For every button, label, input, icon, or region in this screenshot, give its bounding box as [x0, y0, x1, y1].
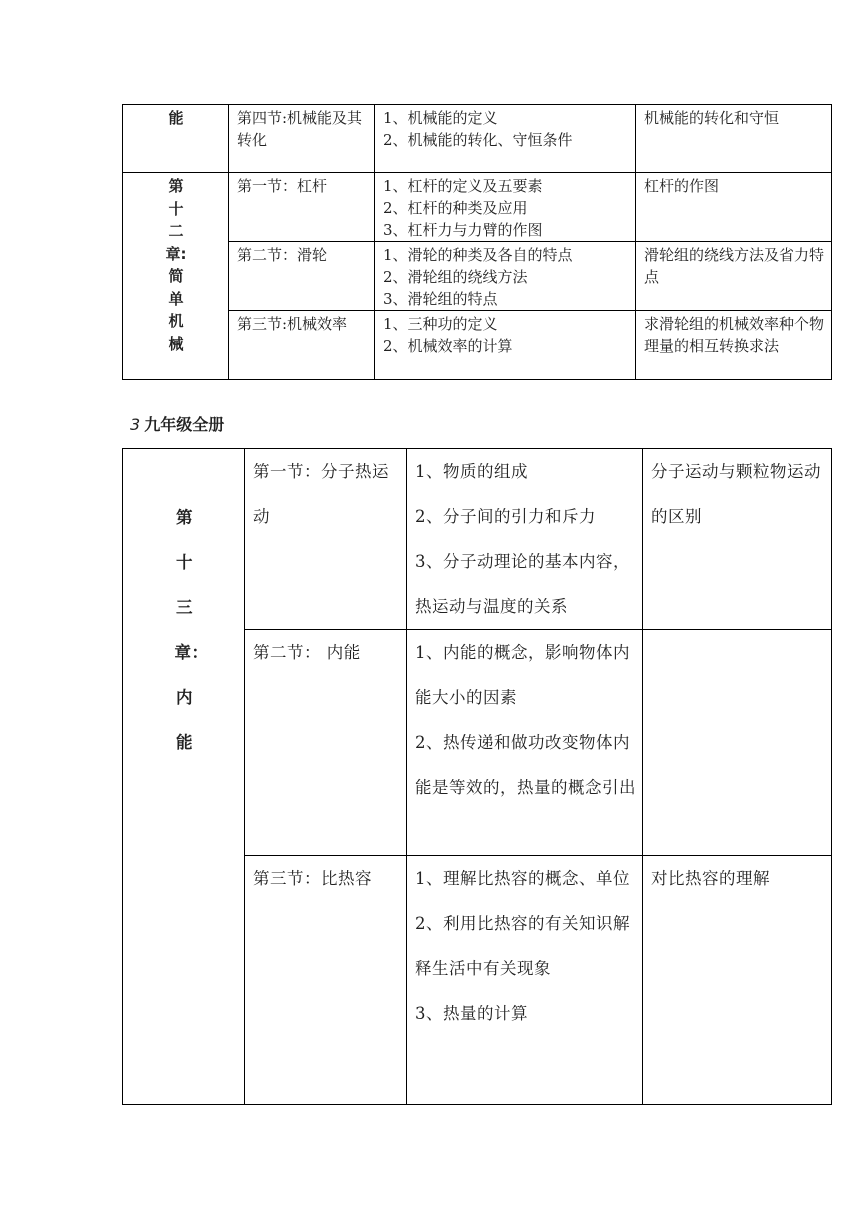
content-cell [375, 242, 636, 311]
key-point-cell [636, 173, 832, 242]
key-point: 滑轮组的绕线方法及省力特点 [644, 246, 825, 286]
chapter-name: 能 [168, 109, 184, 127]
table-row [123, 311, 832, 380]
content-item: 2、分子间的引力和斥力 [415, 507, 596, 526]
section-title: 第二节：滑轮 [237, 246, 328, 264]
key-point: 机械能的转化和守恒 [644, 109, 780, 127]
curriculum-table-grade9 [122, 448, 832, 1105]
key-point-cell [636, 242, 832, 311]
chapter-char: 简 [168, 267, 184, 285]
content-item: 3、杠杆力与力臂的作图 [383, 221, 543, 239]
chapter-char: 三 [176, 598, 193, 617]
content-item: 3、分子动理论的基本内容，热运动与温度的关系 [415, 552, 630, 616]
chapter-char: 内 [176, 688, 193, 707]
chapter-char: 十 [176, 553, 193, 572]
key-point-cell [643, 630, 832, 856]
table-row [123, 449, 832, 630]
content-item: 1、机械能的定义 [383, 109, 498, 127]
section-cell [229, 173, 375, 242]
section-title: 第四节:机械能及其转化 [237, 109, 363, 149]
content-cell [375, 105, 636, 173]
section-title: 第一节：杠杆 [237, 177, 328, 195]
content-item: 2、滑轮组的绕线方法 [383, 268, 528, 286]
content-item: 2、机械效率的计算 [383, 337, 513, 355]
key-point-cell [643, 449, 832, 630]
section-cell [245, 630, 407, 856]
key-point: 杠杆的作图 [644, 177, 720, 195]
content-item: 1、三种功的定义 [383, 315, 498, 333]
section-cell [245, 449, 407, 630]
chapter-char: 章: [165, 244, 187, 263]
chapter-char: 械 [168, 334, 184, 353]
content-cell [375, 311, 636, 380]
chapter-char: 第 [176, 508, 193, 527]
heading-number: 3 [130, 415, 141, 434]
section-cell [229, 105, 375, 173]
chapter-char: 机 [168, 312, 184, 330]
content-cell [407, 630, 643, 856]
content-cell [407, 449, 643, 630]
content-item: 2、热传递和做功改变物体内能是等效的，热量的概念引出 [415, 733, 636, 797]
section-title: 第三节：比热容 [253, 869, 372, 888]
chapter-char: 二 [168, 222, 184, 240]
content-item: 1、内能的概念，影响物体内能大小的因素 [415, 643, 630, 707]
content-item: 1、物质的组成 [415, 462, 528, 481]
chapter-char: 十 [168, 199, 184, 218]
section-title: 第二节： 内能 [253, 643, 361, 662]
table-row [123, 242, 832, 311]
content-item: 3、滑轮组的特点 [383, 290, 498, 308]
key-point-cell [636, 105, 832, 173]
chapter-char: 第 [168, 177, 184, 195]
content-item: 1、杠杆的定义及五要素 [383, 177, 543, 195]
curriculum-table-grade8 [122, 104, 832, 380]
content-cell [407, 856, 643, 1105]
content-item: 2、利用比热容的有关知识解释生活中有关现象 [415, 914, 630, 978]
heading-title: 九年级全册 [144, 415, 225, 434]
section-title: 第三节:机械效率 [237, 315, 348, 333]
section-heading [130, 412, 224, 435]
chapter-char: 能 [176, 733, 193, 752]
table-row [123, 173, 832, 242]
section-cell [245, 856, 407, 1105]
section-cell [229, 242, 375, 311]
chapter-char: 单 [168, 289, 184, 308]
chapter-cell [123, 105, 229, 173]
table-row [123, 105, 832, 173]
key-point-cell [636, 311, 832, 380]
chapter-cell [123, 173, 229, 380]
key-point: 求滑轮组的机械效率种个物理量的相互转换求法 [644, 315, 825, 355]
key-point-cell [643, 856, 832, 1105]
key-point: 对比热容的理解 [651, 869, 770, 888]
content-item: 2、机械能的转化、守恒条件 [383, 131, 573, 149]
content-item: 1、理解比热容的概念、单位 [415, 869, 630, 888]
key-point: 分子运动与颗粒物运动的区别 [651, 462, 821, 526]
section-title: 第一节：分子热运动 [253, 462, 389, 526]
section-cell [229, 311, 375, 380]
content-item: 3、热量的计算 [415, 1004, 528, 1023]
chapter-cell [123, 449, 245, 1105]
content-item: 2、杠杆的种类及应用 [383, 199, 528, 217]
chapter-char: 章： [174, 643, 209, 662]
content-item: 1、滑轮的种类及各自的特点 [383, 246, 573, 264]
content-cell [375, 173, 636, 242]
